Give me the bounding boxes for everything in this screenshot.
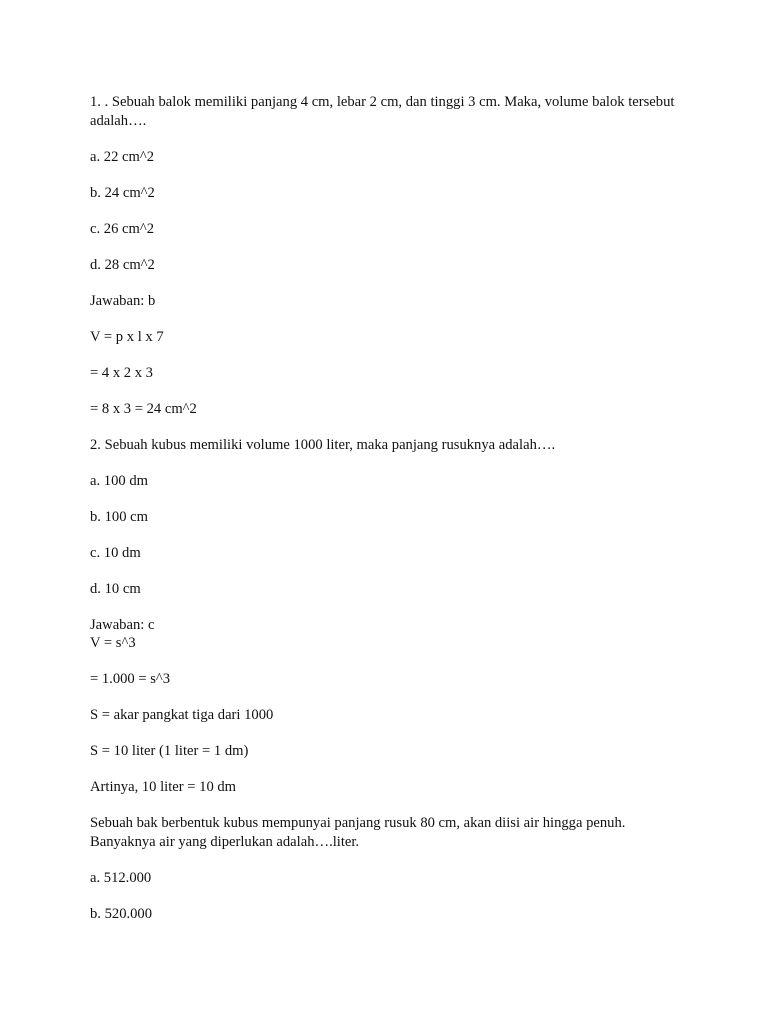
question-1-solution-line-1: V = p x l x 7 (90, 328, 164, 345)
question-2-solution-line-2: = 1.000 = s^3 (90, 671, 171, 687)
question-2-solution-line-4: S = 10 liter (1 liter = 1 dm) (90, 743, 249, 759)
question-1-answer: Jawaban: b (90, 292, 156, 309)
question-2-option-c: c. 10 dm (90, 544, 141, 561)
question-2-text: 2. Sebuah kubus memiliki volume 1000 liter, maka panjang rusuknya adalah…. (90, 436, 556, 453)
question-2-solution-line-1: V = s^3 (90, 635, 136, 651)
question-1-option-d: d. 28 cm^2 (90, 256, 155, 273)
document-body (90, 93, 680, 941)
question-1-text: 1. . Sebuah balok memiliki panjang 4 cm, lebar 2 cm, dan tinggi 3 cm. Maka, volume balok tersebut adalah…. (90, 94, 675, 129)
question-3-option-a: a. 512.000 (90, 869, 152, 886)
question-1-option-a: a. 22 cm^2 (90, 148, 154, 165)
question-1-solution-line-3: = 8 x 3 = 24 cm^2 (90, 400, 197, 417)
question-2-solution-line-3: S = akar pangkat tiga dari 1000 (90, 707, 274, 723)
question-2-answer: Jawaban: c (90, 616, 155, 633)
question-1-option-b: b. 24 cm^2 (90, 184, 155, 201)
question-2-option-d: d. 10 cm (90, 580, 141, 597)
question-2-option-b: b. 100 cm (90, 508, 148, 525)
question-3-text: Sebuah bak berbentuk kubus mempunyai panjang rusuk 80 cm, akan diisi air hingga penuh. Banyaknya air yang diperlukan adalah….liter. (90, 815, 626, 850)
question-3-option-b: b. 520.000 (90, 905, 153, 922)
question-2-option-a: a. 100 dm (90, 472, 148, 489)
question-2-solution-line-5: Artinya, 10 liter = 10 dm (90, 779, 237, 795)
question-1-option-c: c. 26 cm^2 (90, 220, 154, 237)
question-1-solution-line-2: = 4 x 2 x 3 (90, 364, 153, 381)
